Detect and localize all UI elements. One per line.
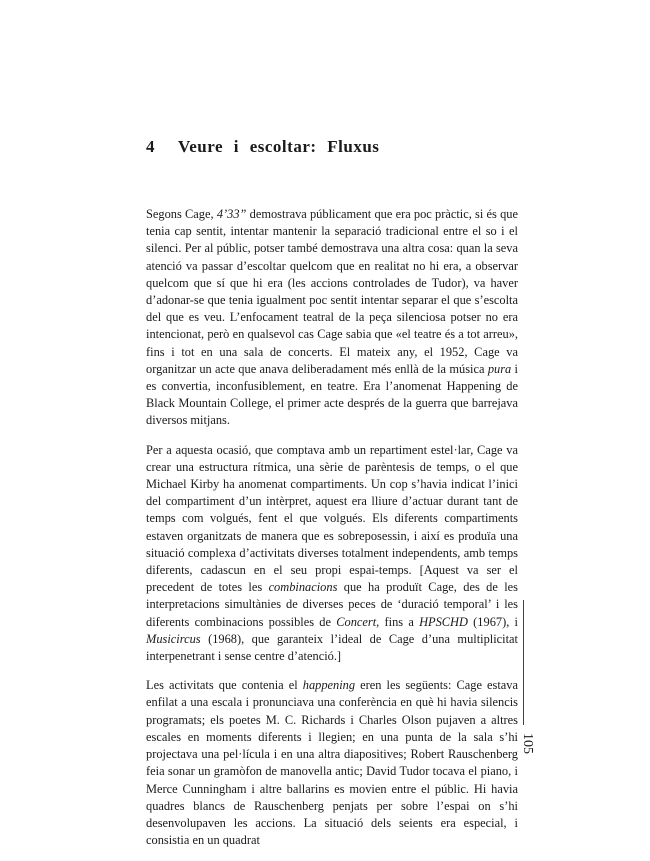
text-run: que ha produït Cage, des de les interpretacions simultànies de diverses peces de ‘duració temporal’ i les diferents combinacions possibles de [146,580,519,629]
text-run: Segons Cage, [146,207,217,221]
italic-run: pura [487,361,512,376]
chapter-title: Veure i escoltar: Fluxus [178,137,380,156]
italic-run: 4’33” [216,207,247,221]
page-number: 105 [520,733,535,754]
margin-rule [523,600,524,725]
italic-run: combinacions [268,580,338,595]
italic-run: Musicircus [146,631,201,646]
paragraph-3 [146,677,518,849]
italic-run: HPSCHD [419,614,468,629]
text-run: (1967), i [467,614,518,629]
text-run: i es convertia, inconfusiblement, en teatre. Era l’anomenat Happening de Black Mountain College, el primer acte després de la guerra que barrejava diversos mitjans. [146,361,518,428]
text-run: demostrava públicament que era poc pràctic, si és que tenia cap sentit, intentar mantenir la separació tradicional entre el so i el silenci. Per al públic, potser també demostrava una altra cosa: quan la seva atenció va passar d’escoltar quelcom que en realitat no hi era, a observar quelcom que sí que hi era (les accions controlades de Tudor), va haver d’adonar-se que tenia igualment poc sentit intentar separar el que s’escolta del que es veu. L’enfocament teatral de la peça silenciosa potser no era intencionat, però en qualsevol cas Cage sabia que «el teatre és a tot arreu», fins i tot en una sala de concerts. El mateix any, el 1952, Cage va organitzar un acte que anava deliberadament més enllà de la música [146,207,518,376]
chapter-number: 4 [146,137,155,156]
text-run: , fins a [376,614,420,629]
italic-run: happening [302,678,356,693]
chapter-heading [146,137,379,157]
paragraph-2 [146,442,518,666]
italic-run: Concert [336,614,377,629]
text-run: Les activitats que contenia el [146,678,303,693]
text-run: eren les següents: Cage estava enfilat a una escala i pronunciava una conferència en què hi havia silencis programats; els poetes M. C. Richards i Charles Olson pujaven a altres escales en moments diferents i llegien; en una punta de la sala s’hi projectava una pel·lícula i en una altra diapositives; Robert Rauschenberg feia sonar un gramòfon de manovella antic; David Tudor tocava el piano, i Merce Cunningham i altre ballarins es movien entre el públic. Hi havia quadres blancs de Rauschenberg penjats per sobre l’espai on s’hi desenvolupaven les accions. La situació dels seients era especial, i consistia en un quadrat [146,678,518,848]
text-run: (1968), que garanteix l’ideal de Cage d’una multiplicitat interpenetrant i sense centre d’atenció.] [146,631,518,664]
body-text [146,206,518,861]
text-run: Per a aquesta ocasió, que comptava amb un repartiment estel·lar, Cage va crear una estructura rítmica, una sèrie de parèntesis de temps, o el que Michael Kirby ha anomenat compartiments. Un cop s’havia indicat l’inici del compartiment d’un intèrpret, aquest era lliure d’actuar durant tant de temps com volgués, fent el que volgués. Els diferents compartiments estaven organitzats de manera que es sobreposessin, i així es produïa una situació complexa d’activitats diverses totalment independents, amb temps diferents, cadascun en el seu propi espai-temps. [Aquest va ser el precedent de totes les [146,442,518,595]
paragraph-1 [146,206,518,430]
